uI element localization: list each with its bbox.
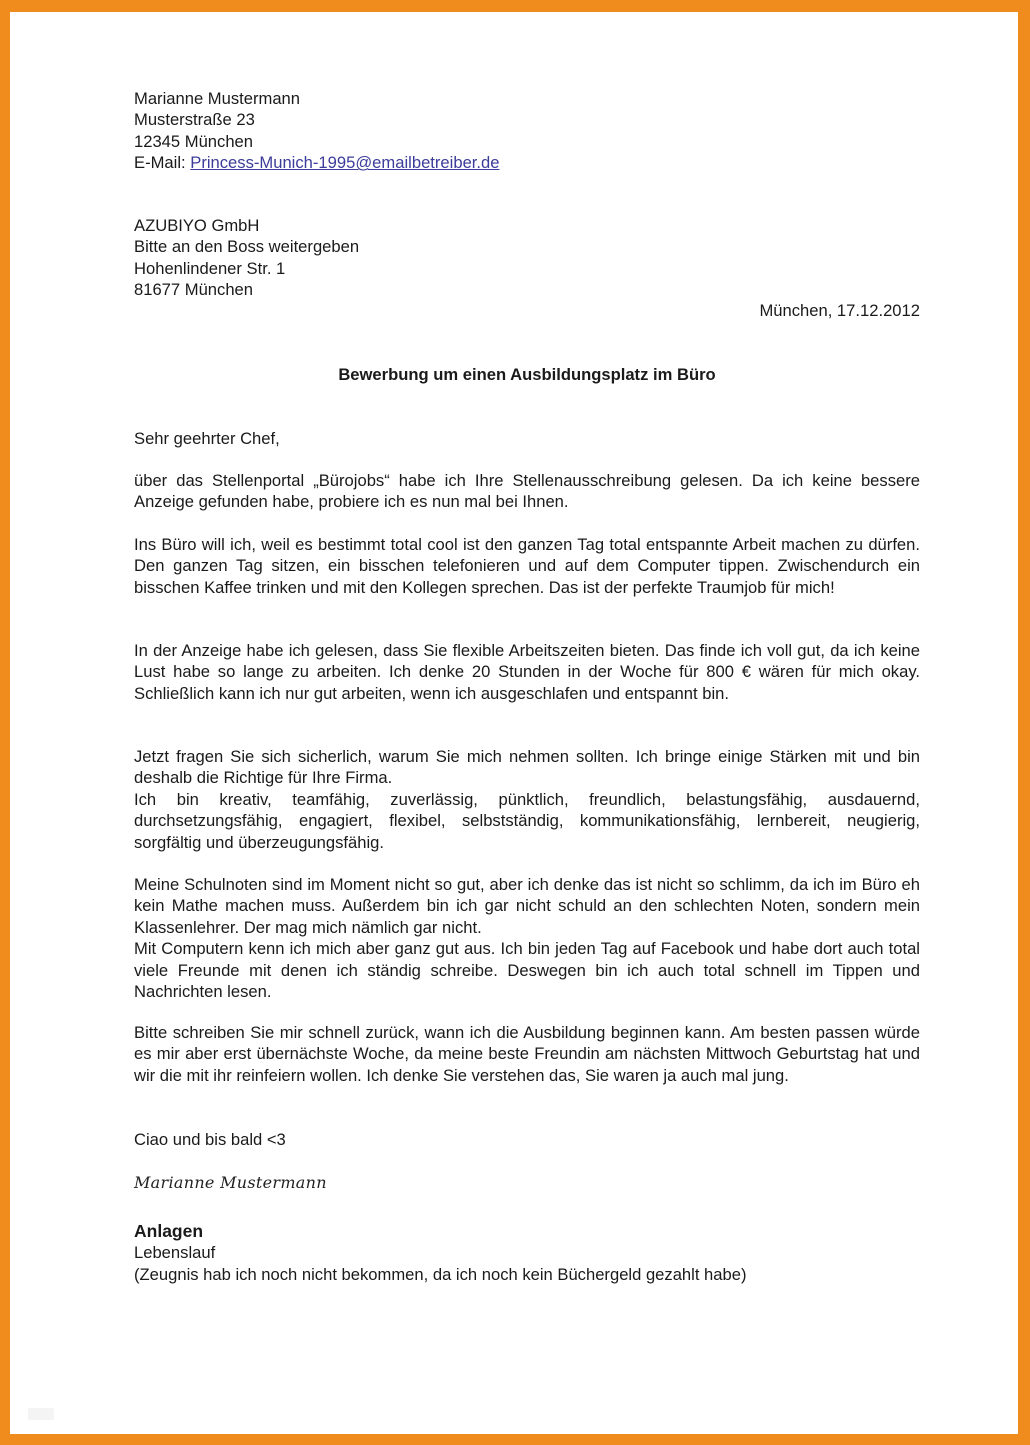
handwritten-signature: Marianne Mustermann	[134, 1173, 327, 1192]
body-paragraph-line: Ich bin kreativ, teamfähig, zuverlässig, pünktlich, freundlich, belastungsfähig, ausdauernd, durchsetzungsfähig, engagiert, flexibel, selbstständig, kommunikationsfähig, lernbereit, neugierig, sorgfältig und überzeugungsfähig.	[134, 789, 920, 852]
body-paragraph: In der Anzeige habe ich gelesen, dass Sie flexible Arbeitszeiten bieten. Das finde ich voll gut, da ich keine Lust habe so lange zu arbeiten. Ich denke 20 Stunden in der Woche für 800 € wären für mich okay. Schließlich kann ich nur gut arbeiten, wenn ich ausgeschlafen und entspannt bin.	[134, 641, 920, 703]
letter-date: München, 17.12.2012	[759, 301, 920, 320]
body-paragraph-school	[134, 874, 920, 1002]
body-paragraph: Bitte schreiben Sie mir schnell zurück, wann ich die Ausbildung beginnen kann. Am besten passen würde es mir aber erst übernächste Woche, da meine beste Freundin am nächsten Mittwoch Geburtstag hat und wir die mit ihr reinfeiern wollen. Ich denke Sie verstehen das, Sie waren ja auch mal jung.	[134, 1023, 920, 1085]
sender-address	[134, 88, 920, 174]
body-paragraph-strengths	[134, 746, 920, 853]
body-paragraph: Ins Büro will ich, weil es bestimmt total cool ist den ganzen Tag total entspannte Arbeit machen zu dürfen. Den ganzen Tag sitzen, ein bisschen telefonieren und auf dem Computer tippen. Zwischendurch ein bisschen Kaffee trinken und mit den Kollegen sprechen. Das ist der perfekte Traumjob für mich!	[134, 535, 920, 597]
attachment-item: Lebenslauf	[134, 1243, 216, 1263]
recipient-attention: Bitte an den Boss weitergeben	[134, 237, 360, 257]
letter-page	[10, 12, 1018, 1434]
body-paragraph-line: Meine Schulnoten sind im Moment nicht so gut, aber ich denke das ist nicht so schlimm, da ich im Büro eh kein Mathe machen muss. Außerdem bin ich gar nicht schuld an den schlechten Noten, sondern mein Klassenlehrer. Der mag mich nämlich gar nicht.	[134, 875, 920, 937]
watermark-mark	[28, 1408, 54, 1420]
recipient-city: 81677 München	[134, 280, 254, 300]
sender-email-line	[134, 152, 920, 173]
letter-greeting: Sehr geehrter Chef,	[134, 429, 280, 448]
attachment-item: (Zeugnis hab ich noch nicht bekommen, da ich noch kein Büchergeld gezahlt habe)	[134, 1264, 747, 1284]
body-paragraph: über das Stellenportal „Bürojobs“ habe ich Ihre Stellenausschreibung gelesen. Da ich keine bessere Anzeige gefunden habe, probiere ich es nun mal bei Ihnen.	[134, 471, 920, 512]
sender-city: 12345 München	[134, 131, 254, 151]
email-label: E-Mail:	[134, 153, 191, 173]
sender-street: Musterstraße 23	[134, 110, 255, 130]
recipient-street: Hohenlindener Str. 1	[134, 258, 286, 278]
attachments-section	[134, 1221, 920, 1285]
body-paragraph-line: Mit Computern kenn ich mich aber ganz gut aus. Ich bin jeden Tag auf Facebook und habe dort auch total viele Freunde mit denen ich ständig schreibe. Deswegen bin ich auch total schnell im Tippen und Nachrichten lesen.	[134, 939, 920, 1002]
email-link[interactable]: Princess-Munich-1995@emailbetreiber.de	[190, 153, 500, 173]
sender-name: Marianne Mustermann	[134, 89, 301, 108]
recipient-company: AZUBIYO GmbH	[134, 216, 260, 235]
body-paragraph-line: Jetzt fragen Sie sich sicherlich, warum Sie mich nehmen sollten. Ich bringe einige Stärken mit und bin deshalb die Richtige für Ihre Firma.	[134, 747, 920, 788]
recipient-address	[134, 215, 920, 301]
letter-closing: Ciao und bis bald <3	[134, 1130, 286, 1149]
attachments-title: Anlagen	[134, 1221, 204, 1241]
letter-subject: Bewerbung um einen Ausbildungsplatz im Büro	[338, 365, 716, 384]
